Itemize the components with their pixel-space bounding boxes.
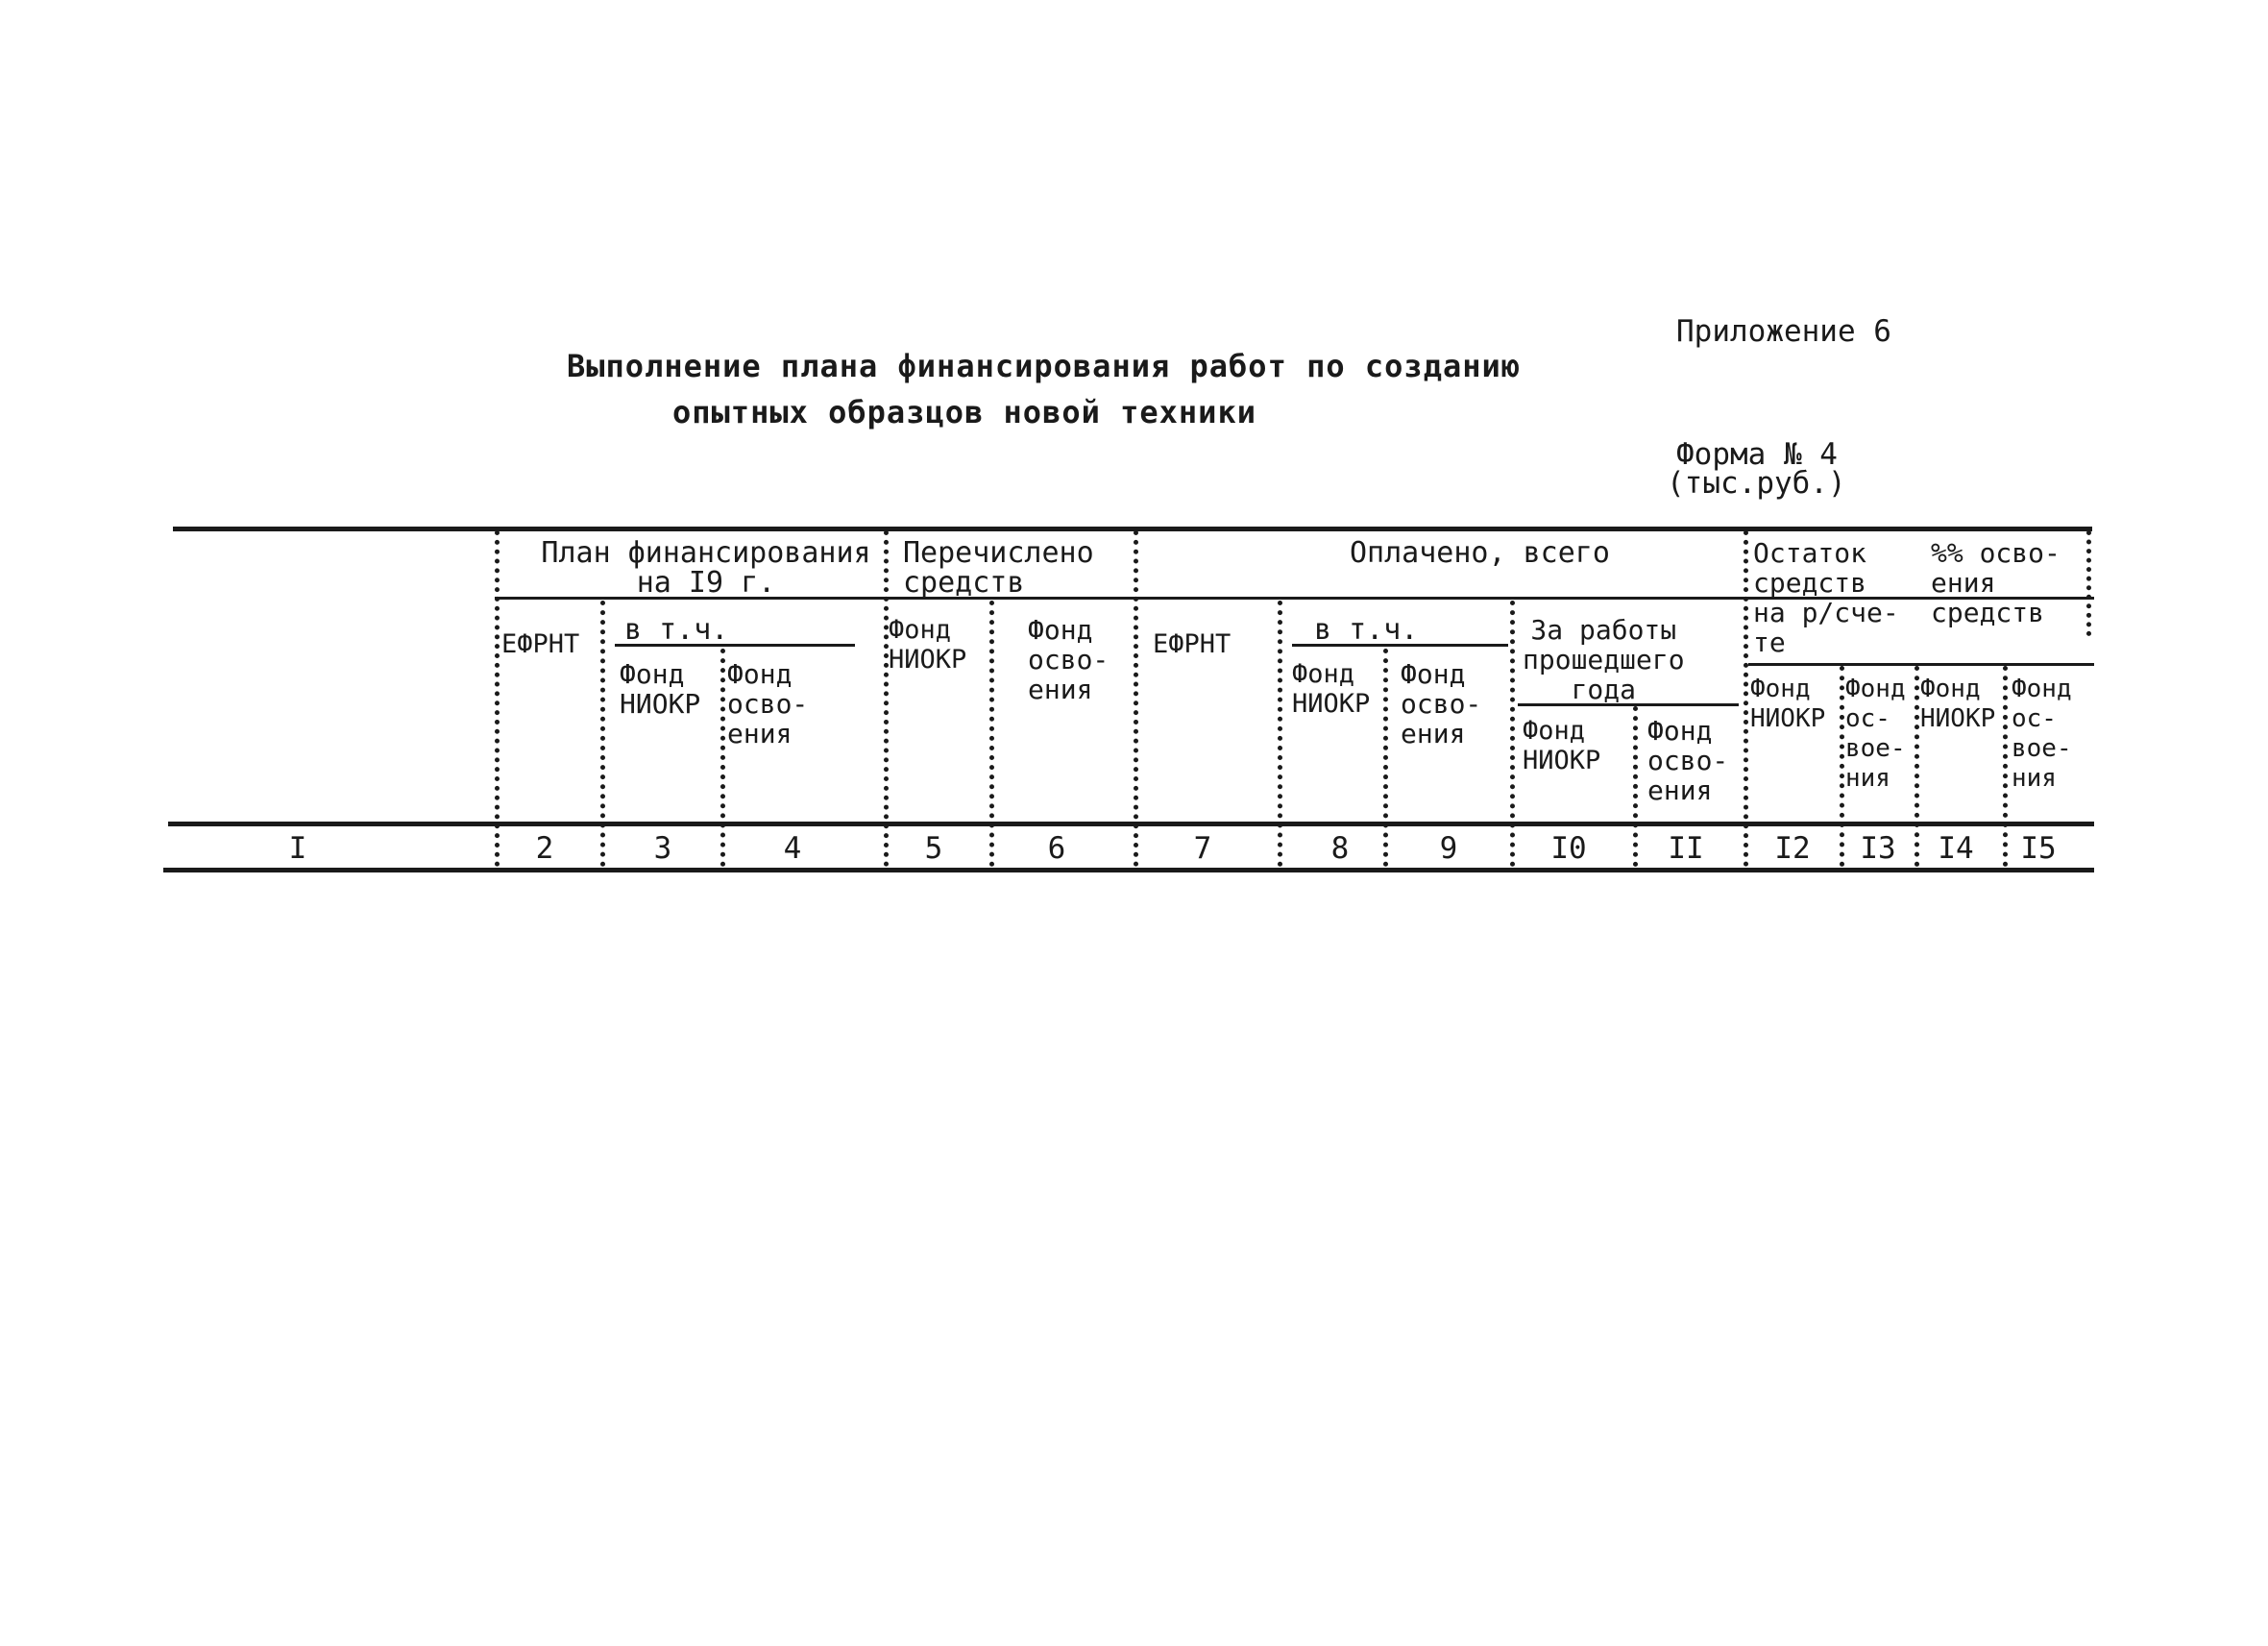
- column-number: I: [288, 831, 307, 866]
- header-efrnt-plan: ЕФРНТ: [501, 629, 580, 659]
- column-number: 2: [535, 831, 554, 866]
- col-divider-9: [1510, 601, 1515, 867]
- column-number: I5: [2020, 831, 2057, 866]
- table-top-border: [173, 527, 2092, 531]
- column-number: I0: [1550, 831, 1587, 866]
- units-label: (тыс.руб.): [1667, 466, 1846, 501]
- col-divider-14: [2003, 666, 2008, 867]
- col-divider-7: [1278, 601, 1282, 867]
- column-number: 9: [1439, 831, 1458, 866]
- col-divider-5: [989, 601, 994, 867]
- column-number: 6: [1047, 831, 1066, 866]
- table-bottom-border: [163, 868, 2094, 872]
- column-number: 7: [1193, 831, 1212, 866]
- header-paid-fund-osvoeniya: Фонд осво- ения: [1401, 658, 1482, 749]
- col-divider-8: [1383, 649, 1388, 867]
- column-number: I3: [1860, 831, 1896, 866]
- header-efrnt-paid: ЕФРНТ: [1153, 629, 1232, 659]
- column-number: I4: [1938, 831, 1974, 866]
- header-prev-year: За работы прошедшего года: [1523, 614, 1685, 705]
- header-remainder-fund-osvoeniya: Фонд ос- вое- ния: [1845, 675, 1906, 793]
- header-paid-total: Оплачено, всего: [1350, 536, 1610, 570]
- header-paid-fund-niokr: Фонд НИОКР: [1292, 659, 1371, 719]
- column-number: II: [1668, 831, 1704, 866]
- header-plan: План финансирования на I9 г.: [541, 536, 871, 600]
- document-title-line1: Выполнение плана финансирования работ по созданию: [567, 348, 1522, 384]
- appendix-label: Приложение 6: [1676, 314, 1891, 349]
- col-divider-13: [1914, 666, 1919, 867]
- column-number: 4: [783, 831, 802, 866]
- column-number: 3: [653, 831, 672, 866]
- header-plan-fund-osvoeniya: Фонд осво- ения: [727, 658, 809, 749]
- col-divider-6: [1134, 530, 1138, 867]
- remainder-percent-underline: [1748, 663, 2094, 666]
- col-divider-3: [720, 649, 725, 867]
- header-remainder: Остаток средств на р/сче- те: [1753, 537, 1899, 658]
- header-bottom-border: [168, 822, 2094, 826]
- col-divider-2: [600, 601, 605, 867]
- form-number: Форма № 4: [1676, 437, 1838, 472]
- header-transferred-fund-niokr: Фонд НИОКР: [889, 615, 967, 675]
- document-title-line2: опытных образцов новой техники: [672, 394, 1256, 430]
- header-incl-plan: в т.ч.: [624, 613, 729, 647]
- col-divider-10: [1633, 706, 1638, 867]
- column-number: 8: [1330, 831, 1350, 866]
- header-prev-fund-niokr: Фонд НИОКР: [1523, 716, 1601, 775]
- col-divider-11: [1744, 530, 1748, 867]
- column-number: I2: [1774, 831, 1811, 866]
- header-incl-paid: в т.ч.: [1314, 613, 1419, 647]
- header-percent-fund-niokr: Фонд НИОКР: [1920, 675, 1996, 733]
- right-edge-marks: [2086, 530, 2091, 636]
- header-plan-fund-niokr: Фонд НИОКР: [620, 658, 701, 720]
- column-number: 5: [924, 831, 943, 866]
- header-prev-fund-osvoeniya: Фонд осво- ения: [1647, 715, 1729, 806]
- header-percent: %% осво- ения средств: [1931, 537, 2061, 628]
- col-divider-12: [1840, 666, 1844, 867]
- header-percent-fund-osvoeniya: Фонд ос- вое- ния: [2012, 675, 2072, 793]
- header-remainder-fund-niokr: Фонд НИОКР: [1750, 675, 1826, 733]
- col-divider-1: [495, 530, 500, 867]
- col-divider-4: [884, 530, 889, 867]
- header-transferred: Перечислено средств: [903, 536, 1094, 600]
- header-transferred-fund-osvoeniya: Фонд осво- ения: [1028, 614, 1110, 705]
